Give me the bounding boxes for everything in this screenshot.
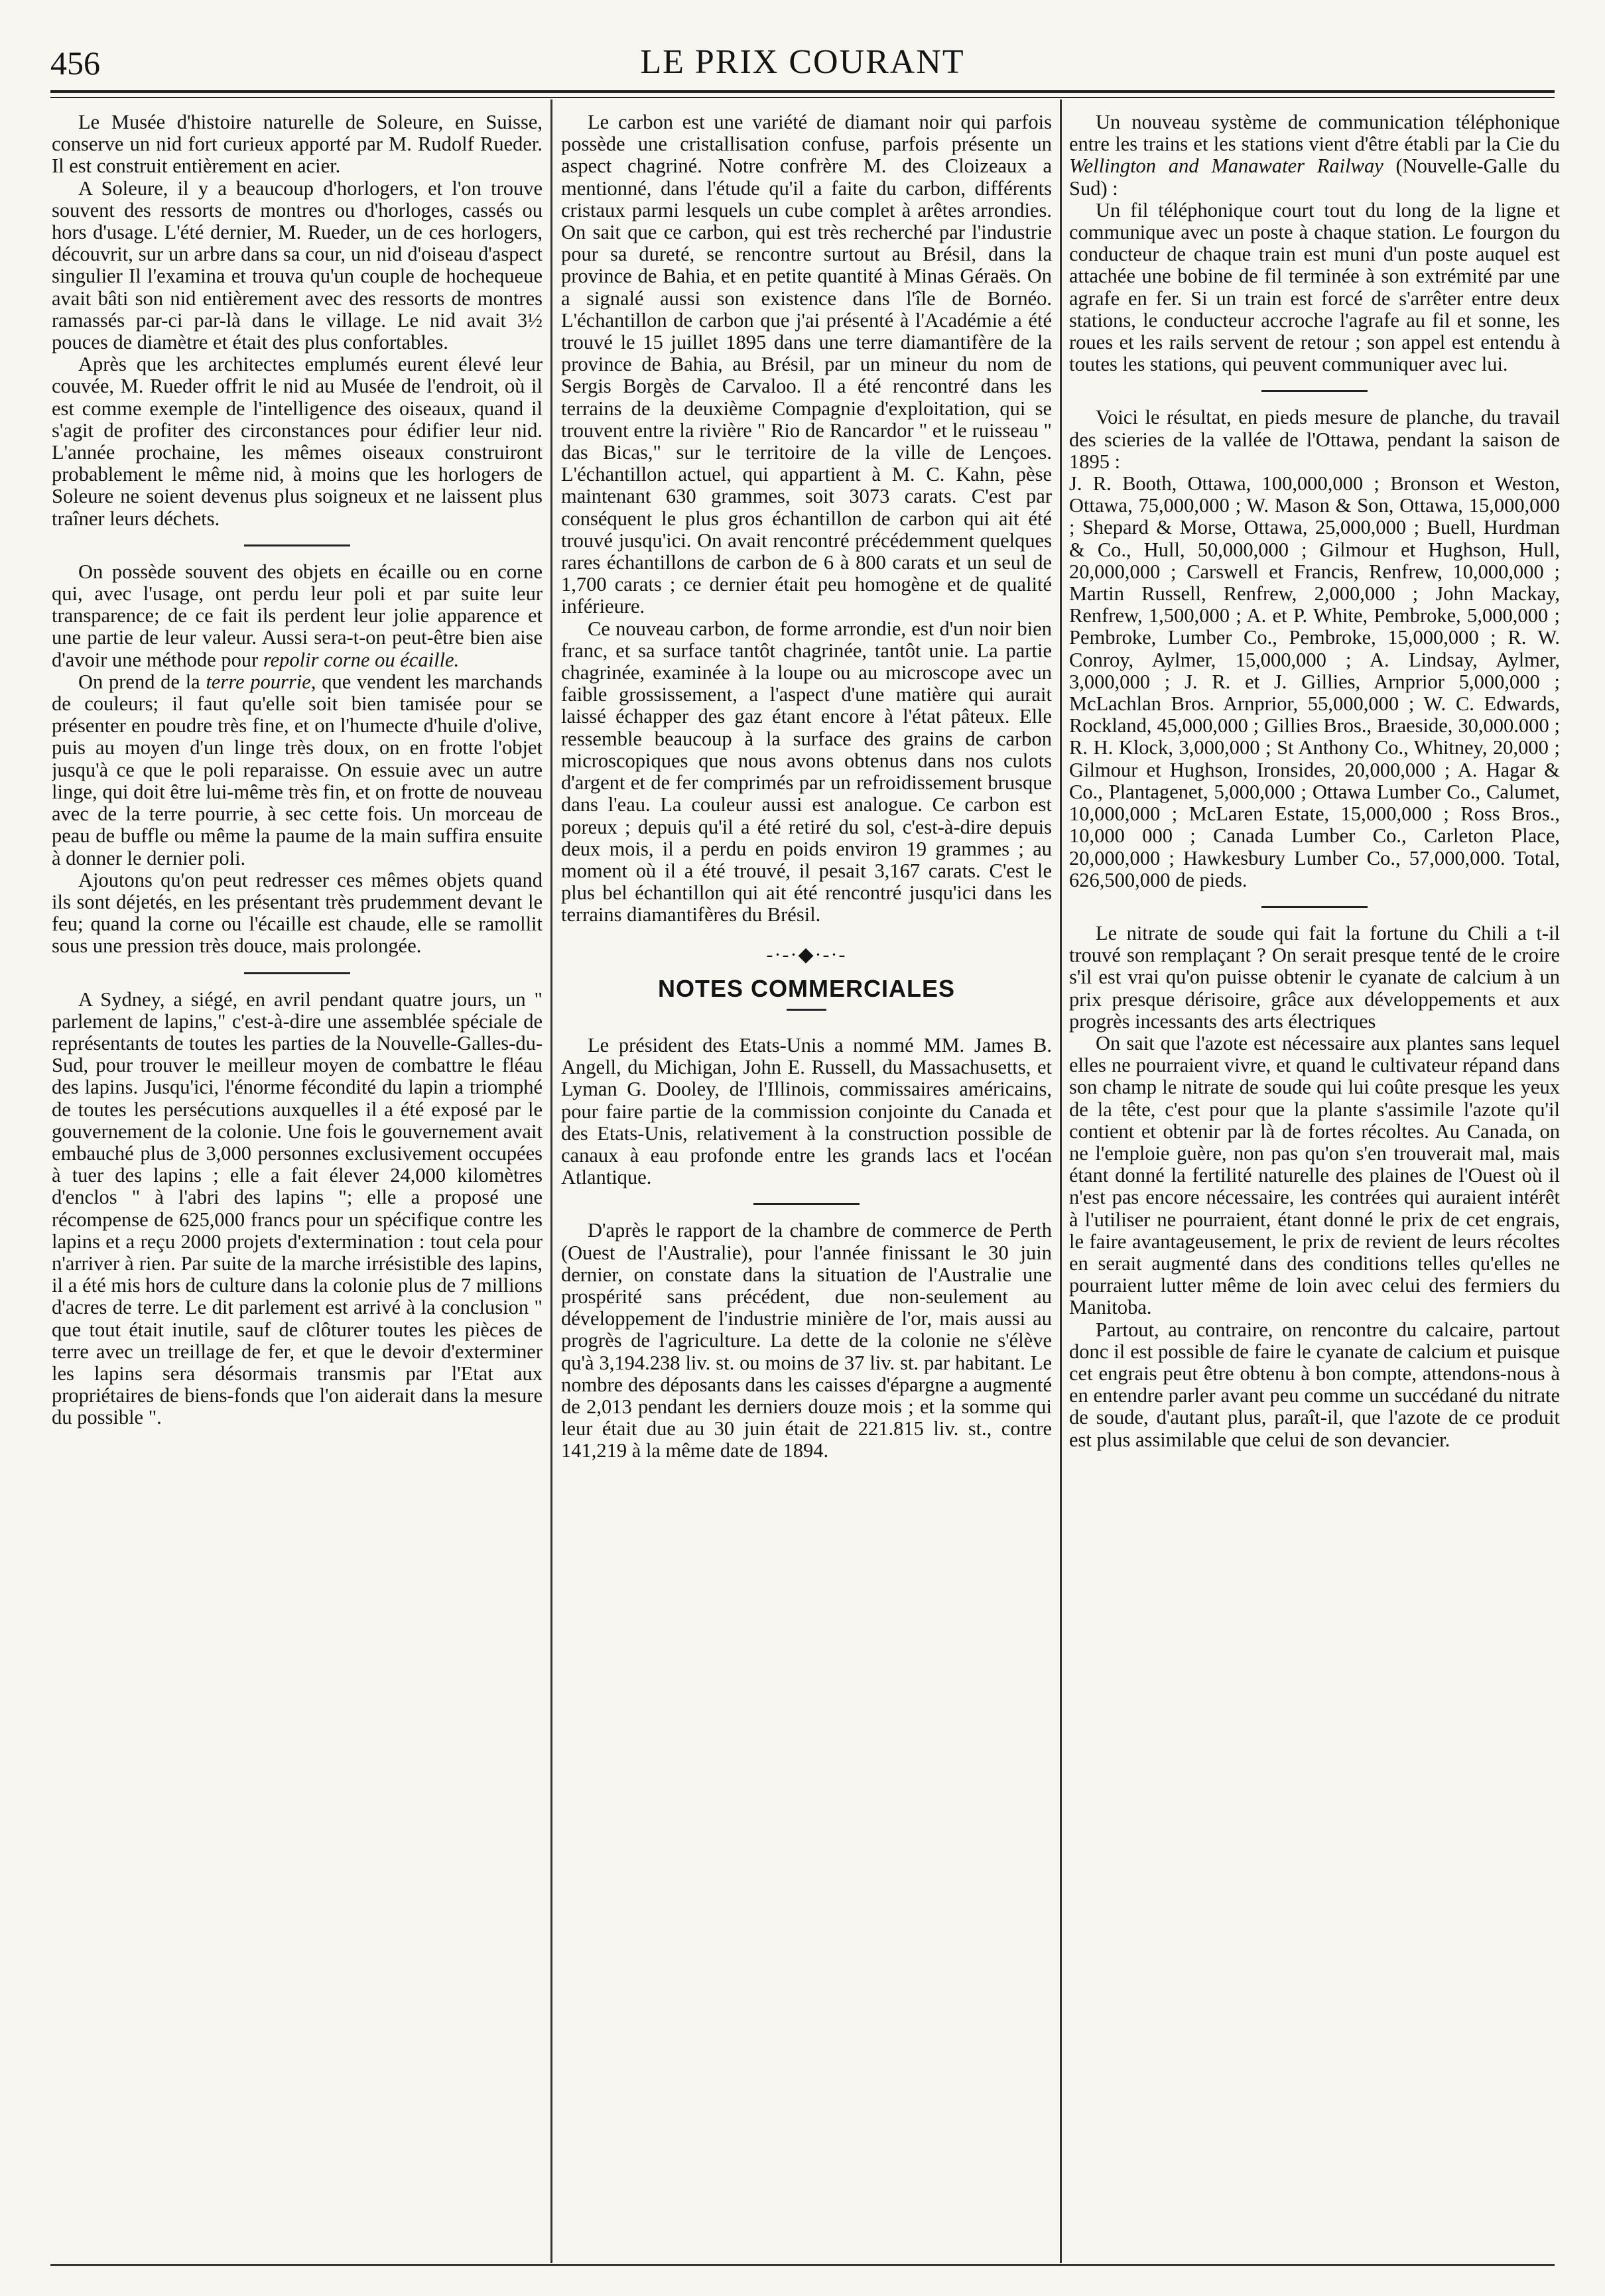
column-2 bbox=[561, 111, 1052, 2259]
article-paragraph bbox=[52, 671, 543, 869]
article-separator bbox=[244, 972, 350, 974]
article-paragraph: On sait que l'azote est nécessaire aux plantes sans lequel elles ne pourraient vivre, et quand le cultivateur répand dans son champ le nitrate de soude qui lui coûte presque les yeux de la tête, c'est pour que la plante s'assimile l'azote qu'il contient et obtenir par là de fortes récoltes. Au Canada, on ne l'emploie guère, non pas qu'on s'en trouverait mal, mais étant donné la fertilité naturelle des plaines de l'Ouest où il n'est pas encore nécessaire, les contrées qui auraient intérêt à l'utiliser ne pourraient, étant donné le prix de cet engrais, le faire avantageusement, le prix de revient de leurs récoltes en serait augmenté dans des conditions telles qu'elles ne pourraient lutter même de loin avec celui des fermiers du Manitoba. bbox=[1069, 1031, 1560, 1319]
text-run: Un nouveau système de communication téléphonique entre les trains et les stations vient d'être établi par la Cie du bbox=[1069, 111, 1560, 156]
italic-text: repolir corne ou écaille. bbox=[263, 648, 460, 671]
ornament-divider: -·-·◆·-·- bbox=[766, 943, 847, 966]
article-paragraph: Le président des Etats-Unis a nommé MM. James B. Angell, du Michigan, John E. Russell, du Massachusetts, et Lyman G. Dooley, de l'Illinois, commissaires américains, pour faire partie de la commission conjointe du Canada et des Etats-Unis, relativement à la construction possible de canaux à eau profonde entre les grands lacs et l'océan Atlantique. bbox=[561, 1033, 1052, 1189]
column-divider bbox=[1060, 99, 1062, 2263]
article-paragraph: Ajoutons qu'on peut redresser ces mêmes objets quand ils sont déjetés, en les présentant très prudemment devant le feu; quand la corne ou l'écaille est chaude, elle se ramollit sous une pression très douce, mais prolongée. bbox=[52, 868, 543, 958]
text-run: , que vendent les marchands de couleurs; il faut qu'elle soit bien tamisée pour se présenter en poudre très fine, et on l'humecte d'huile d'olive, puis au moyen d'un linge très doux, on en frotte l'objet jusqu'à ce que le poli reparaisse. On essuie avec un autre linge, qui doit être lui-même très fin, et on frotte de nouveau avec de la terre pourrie, à sec cette fois. Un morceau de peau de buffle ou même la paume de la main suffira ensuite à donner le dernier poli. bbox=[52, 670, 543, 869]
article-paragraph: Le Musée d'histoire naturelle de Soleure, en Suisse, conserve un nid fort curieux apporté par M. Rudolf Rueder. Il est construit entièrement en acier. bbox=[52, 111, 543, 178]
article-paragraph bbox=[1069, 111, 1560, 200]
article-paragraph: Le nitrate de soude qui fait la fortune du Chili a t-il trouvé son remplaçant ? On serait presque tenté de le croire s'il est vrai qu'on puisse obtenir le cyanate de calcium à un prix presque dérisoire, grâce aux développements et aux progrès incessants des arts électriques bbox=[1069, 921, 1560, 1033]
column-divider bbox=[550, 99, 552, 2263]
header-rule-thin bbox=[50, 97, 1555, 98]
newspaper-title: LE PRIX COURANT bbox=[640, 43, 965, 81]
article-paragraph: Le carbon est une variété de diamant noir qui parfois possède une cristallisation confuse, parfois présente un aspect chagriné. Notre confrère M. des Cloizeaux a mentionné, dans l'étude qu'il a faite du carbon, différents cristaux parmi lesquels un cube complet à arêtes arrondies. On sait que ce carbon, qui est très recherché par l'industrie pour sa dureté, se rencontre surtout au Brésil, dans la province de Bahia, et en petite quantité à Minas Géraës. On a signalé aussi son existence dans l'île de Bornéo. L'échantillon de carbon que j'ai présenté à l'Académie a été trouvé le 15 juillet 1895 dans une terre diamantifère de la province de Bahia, au Brésil, par un mineur du nom de Sergis Borgès de Carvaloo. Il a été rencontré dans les terrains de la deuxième Compagnie d'exploitation, qui se trouvent entre la rivière " Rio de Rancardor " et le ruisseau " das Bicas," sur le territoire de la ville de Lençoes. L'échantillon actuel, qui appartient à M. C. Kahn, pèse maintenant 630 grammes, soit 3073 carats. C'est par conséquent le plus gros échantillon de carbon qui ait été trouvé jusqu'ici. On avait rencontré précédemment quelques rares échantillons de carbon de 6 à 800 carats et un seul de 1,700 carats ; ce dernier était peu homogène et de qualité inférieure. bbox=[561, 111, 1052, 618]
article-paragraph bbox=[52, 561, 543, 671]
section-heading: NOTES COMMERCIALES bbox=[657, 974, 955, 1002]
article-paragraph: Voici le résultat, en pieds mesure de planche, du travail des scieries de la vallée de l'Ottawa, pendant la saison de 1895 : bbox=[1069, 406, 1560, 473]
text-run: On possède souvent des objets en écaille ou en corne qui, avec l'usage, ont perdu leur poli et par suite leur transparence; de ce fait ils perdent leur jolie apparence et une partie de leur valeur. Aussi sera-t-on peut-être bien aise d'avoir une méthode pour bbox=[52, 560, 543, 671]
article-separator bbox=[244, 544, 350, 546]
article-separator bbox=[1261, 390, 1368, 392]
footer-rule bbox=[50, 2264, 1555, 2266]
column-1 bbox=[52, 111, 543, 2259]
article-paragraph: D'après le rapport de la chambre de commerce de Perth (Ouest de l'Australie), pour l'année finissant le 30 juin dernier, on constate dans la situation de l'Australie une prospérité sans précédent, due non-seulement au développement de l'industrie minière de l'or, mais aussi au progrès de l'agriculture. La dette de la colonie ne s'élève qu'à 3,194.238 liv. st. ou moins de 37 liv. st. par habitant. Le nombre des déposants dans les caisses d'épargne a augmenté de 2,013 pendant les derniers douze mois ; et la somme qui leur était due au 30 juin était de 221.815 liv. st., contre 141,219 à la même date de 1894. bbox=[561, 1219, 1052, 1462]
article-separator bbox=[753, 1203, 860, 1205]
page-header bbox=[50, 40, 1555, 86]
italic-text: Wellington and Manawater Railway bbox=[1069, 155, 1383, 178]
article-paragraph: A Sydney, a siégé, en avril pendant quatre jours, un " parlement de lapins," c'est-à-dire une assemblée spéciale de représentants de toutes les parties de la Nouvelle-Galles-du-Sud, pour trouver le meilleur moyen de combattre le fléau des lapins. Jusqu'ici, l'énorme fécondité du lapin a triomphé de toutes les persécutions auxquelles il a été exposé par le gouvernement de la colonie. Une fois le gouvernement avait embauché plus de 3,000 personnes exclusivement occupées à tuer des lapins ; elle a fait élever 24,000 kilomètres d'enclos " à l'abri des lapins "; elle a proposé une récompense de 625,000 francs pour un spécifique contre les lapins et a reçu 2000 projets d'extermination : tout cela pour n'arriver à rien. Par suite de la marche irrésistible des lapins, il a été mis hors de culture dans la colonie plus de 7 millions d'acres de terre. Le dit parlement est arrivé à la conclusion " que tout était inutile, sauf de clôturer toutes les pièces de terre avec un treillage de fer, et que le devoir d'exterminer les lapins sera désormais transmis par l'Etat aux propriétaires de biens-fonds que l'on aiderait dans la mesure du possible ". bbox=[52, 988, 543, 1429]
mill-listing: J. R. Booth, Ottawa, 100,000,000 ; Bronson et Weston, Ottawa, 75,000,000 ; W. Mason & Son, Ottawa, 15,000,000 ; Shepard & Morse, Ottawa, 25,000,000 ; Buell, Hurdman & Co., Hull, 50,000,000 ; Gilmour et Hughson, Hull, 20,000,000 ; Carswell et Francis, Renfrew, 10,000,000 ; Martin Russell, Renfrew, 2,000,000 ; John Mackay, Renfrew, 1,500,000 ; A. et P. White, Pembroke, 5,000,000 ; Pembroke, Lumber Co., Pembroke, 15,000,000 ; R. W. Conroy, Aylmer, 15,000,000 ; A. Lindsay, Aylmer, 3,000,000 ; J. R. et J. Gillies, Arnprior 5,000,000 ; McLachlan Bros. Arnprior, 55,000,000 ; W. C. Edwards, Rockland, 45,000,000 ; Gillies Bros., Braeside, 30,000.000 ; R. H. Klock, 3,000,000 ; St Anthony Co., Whitney, 20,000 ; Gilmour et Hughson, Ironsides, 20,000,000 ; A. Hagar & Co., Plantagenet, 5,000,000 ; Ottawa Lumber Co., Calumet, 10,000,000 ; McLaren Estate, 15,000,000 ; Ross Bros., 10,000 000 ; Canada Lumber Co., Carleton Place, 20,000,000 ; Hawkesbury Lumber Co., 57,000,000. Total, 626,500,000 de pieds. bbox=[1069, 472, 1560, 891]
italic-text: terre pourrie bbox=[206, 670, 311, 693]
heading-rule bbox=[787, 1009, 826, 1011]
article-paragraph: Après que les architectes emplumés eurent élevé leur couvée, M. Rueder offrit le nid au Musée de l'endroit, où il est comme exemple de l'intelligence des oiseaux, quand il s'agit de profiter des circonstances pour édifier leur nid. L'année prochaine, les mêmes oiseaux construiront probablement le même nid, à moins que les horlogers de Soleure ne soient devenus plus soigneux et ne laissent plus traîner leurs déchets. bbox=[52, 353, 543, 530]
text-run: (Nouvelle-Galle du Sud) : bbox=[1069, 155, 1560, 200]
article-paragraph: Partout, au contraire, on rencontre du calcaire, partout donc il est possible de faire le cyanate de calcium et puisque cet engrais peut être obtenu à bon compte, attendons-nous à en entendre parler avant peu comme un succédané du nitrate de soude, d'autant plus, paraît-il, que l'azote de ce produit est plus assimilable que celui de son devancier. bbox=[1069, 1318, 1560, 1451]
article-separator bbox=[1261, 906, 1368, 908]
column-3 bbox=[1069, 111, 1560, 2259]
article-paragraph: Un fil téléphonique court tout du long de la ligne et communique avec un poste à chaque station. Le fourgon du conducteur de chaque train est muni d'un poste auquel est attachée une bobine de fil terminée à son extrémité par une agrafe en fer. Si un train est forcé de s'arrêter entre deux stations, le conducteur accroche l'agrafe au fil et sonne, les roues et les rails servent de retour ; son appel est entendu à toutes les stations, qui peuvent communiquer avec lui. bbox=[1069, 198, 1560, 376]
header-rule bbox=[50, 90, 1555, 93]
page-number: 456 bbox=[50, 44, 100, 82]
text-run: On prend de la bbox=[78, 670, 206, 693]
article-paragraph: Ce nouveau carbon, de forme arrondie, est d'un noir bien franc, et sa surface tantôt chagrinée, tantôt unie. La partie chagrinée, examinée à la loupe ou au microscope avec un faible grossissement, a l'aspect d'une matière qui aurait laissé échapper des gaz étant encore à l'état pâteux. Elle ressemble beaucoup à la surface des grains de carbon microscopiques que nous avons obtenus dans nos culots d'argent et de fer comprimés par un refroidissement brusque dans l'eau. La couleur aussi est analogue. Ce carbon est poreux ; depuis qu'il a été retiré du sol, c'est-à-dire depuis deux mois, il a perdu en poids environ 19 grammes ; au moment où il a été trouvé, il pesait 3,167 carats. C'est le plus bel échantillon qui ait été rencontré jusqu'ici dans les terrains diamantifères du Brésil. bbox=[561, 617, 1052, 926]
article-paragraph: A Soleure, il y a beaucoup d'horlogers, et l'on trouve souvent des ressorts de montres ou d'horloges, cassés ou hors d'usage. L'été dernier, M. Rueder, un de ces horlogers, découvrit, sur un arbre dans sa cour, un nid d'oiseau d'aspect singulier Il l'examina et trouva qu'un couple de hochequeue avait bâti son nid entièrement avec des ressorts de montres ramassés par-ci par-là dans le village. Le nid avait 3½ pouces de diamètre et était des plus confortables. bbox=[52, 176, 543, 354]
